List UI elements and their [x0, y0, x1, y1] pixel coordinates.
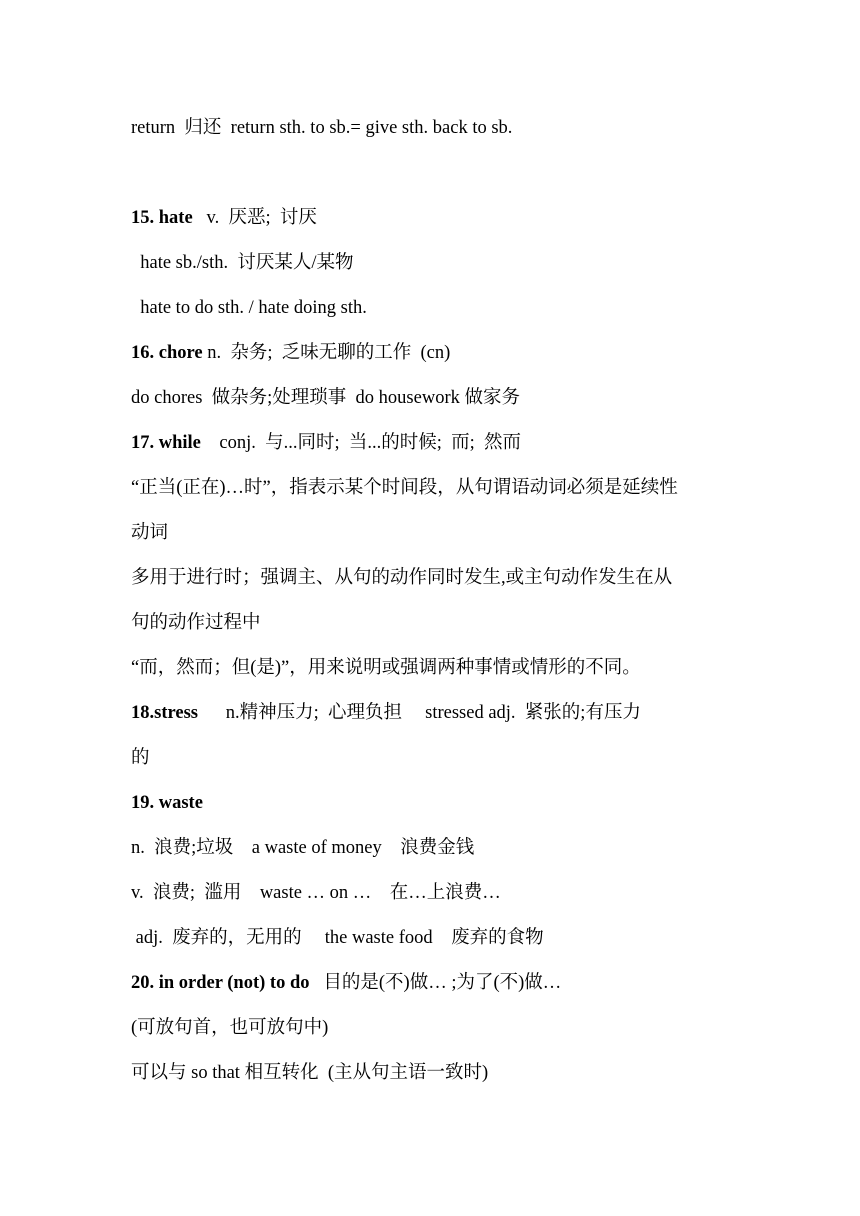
- entry-17-note-3-text: “而，然而；但(是)”，用来说明或强调两种事情或情形的不同。: [131, 658, 641, 678]
- entry-16-heading: [131, 341, 450, 365]
- entry-15-usage-1-text: hate sb./sth. 讨厌某人/某物: [131, 253, 354, 273]
- entry-17-note-2-cont: [131, 611, 261, 635]
- entry-17-note-1: [131, 476, 678, 500]
- entry-16-definition: n. 杂务; 乏味无聊的工作 (cn): [202, 343, 451, 363]
- entry-17-note-3: [131, 656, 641, 680]
- entry-16-term: 16. chore: [131, 343, 203, 363]
- entry-18-cont: [131, 746, 150, 770]
- text-line-return: [131, 116, 512, 140]
- entry-17-note-2-cont-text: 句的动作过程中: [131, 613, 261, 633]
- entry-20-note-2-text: 可以与 so that 相互转化 (主从句主语一致时): [131, 1063, 489, 1083]
- entry-18-cont-text: 的: [131, 748, 150, 768]
- entry-19-adj: [131, 926, 544, 950]
- entry-18-definition: n.精神压力; 心理负担 stressed adj. 紧张的;有压力: [197, 703, 641, 723]
- entry-20-definition: 目的是(不)做… ;为了(不)做…: [309, 973, 562, 993]
- entry-16-usage: [131, 386, 520, 410]
- entry-20-note-2: [131, 1061, 488, 1085]
- entry-15-usage-2-text: hate to do sth. / hate doing sth.: [131, 298, 367, 318]
- entry-17-note-2: [131, 566, 672, 590]
- entry-19-noun-text: n. 浪费;垃圾 a waste of money 浪费金钱: [131, 838, 475, 858]
- entry-19-verb: [131, 881, 501, 905]
- entry-18-term: 18.stress: [131, 703, 198, 723]
- entry-20-term: 20. in order (not) to do: [131, 973, 310, 993]
- entry-20-heading: [131, 971, 561, 995]
- entry-15-usage-1: [131, 251, 354, 275]
- entry-17-heading: [131, 431, 521, 455]
- entry-20-note-1-text: (可放句首，也可放句中): [131, 1018, 329, 1038]
- return-definition: return 归还 return sth. to sb.= give sth. back to sb.: [131, 118, 513, 138]
- entry-15-heading: [131, 206, 317, 230]
- entry-17-term: 17. while: [131, 433, 201, 453]
- entry-19-term: 19. waste: [131, 793, 203, 813]
- entry-16-usage-text: do chores 做杂务;处理琐事 do housework 做家务: [131, 388, 520, 408]
- entry-17-note-1-text: “正当(正在)…时”，指表示某个时间段，从句谓语动词必须是延续性: [131, 478, 678, 498]
- entry-19-noun: [131, 836, 474, 860]
- entry-19-heading: [131, 791, 203, 815]
- entry-15-term: 15. hate: [131, 208, 193, 228]
- entry-15-definition: v. 厌恶; 讨厌: [192, 208, 317, 228]
- entry-17-note-2-text: 多用于进行时；强调主、从句的动作同时发生,或主句动作发生在从: [131, 568, 673, 588]
- entry-17-definition: conj. 与...同时; 当...的时候; 而; 然而: [200, 433, 522, 453]
- entry-19-adj-text: adj. 废弃的，无用的 the waste food 废弃的食物: [131, 928, 544, 948]
- entry-17-note-1-cont: [131, 521, 168, 545]
- entry-19-verb-text: v. 浪费; 滥用 waste … on … 在…上浪费…: [131, 883, 501, 903]
- entry-18-heading: [131, 701, 641, 725]
- entry-20-note-1: [131, 1016, 328, 1040]
- entry-15-usage-2: [131, 296, 367, 320]
- entry-17-note-1-cont-text: 动词: [131, 523, 169, 543]
